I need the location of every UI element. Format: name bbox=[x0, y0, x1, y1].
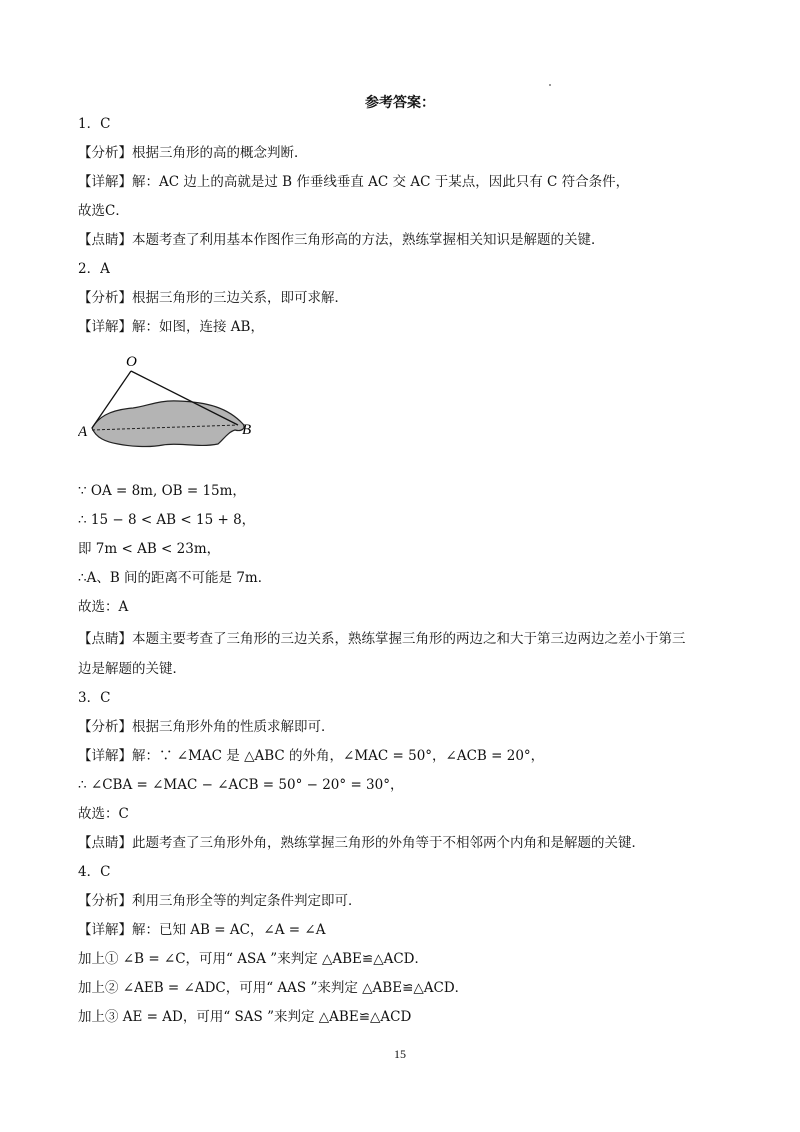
point-b-label: B bbox=[242, 422, 252, 438]
answer-1-analysis: 【分析】根据三角形的高的概念判断． bbox=[78, 145, 308, 161]
answer-4-analysis: 【分析】利用三角形全等的判定条件判定即可． bbox=[78, 893, 362, 909]
answer-1-comment: 【点睛】本题考查了利用基本作图作三角形高的方法，熟练掌握相关知识是解题的关键． bbox=[78, 232, 605, 248]
answer-2-comment-cont: 边是解题的关键． bbox=[78, 661, 186, 677]
answer-4-number: 4．C bbox=[78, 864, 111, 880]
answer-2-number: 2．A bbox=[78, 261, 110, 277]
answer-1-detail: 【详解】解：AC 边上的高就是过 B 作垂线垂直 AC 交 AC 于某点，因此只有 C 符合条件， bbox=[78, 174, 630, 190]
pond-shape bbox=[92, 401, 244, 447]
answer-4-case-2: 加上② ∠AEB = ∠ADC，可用“ AAS ”来判定 △ABE≌△ACD． bbox=[78, 980, 469, 996]
answer-3-detail: 【详解】解：∵ ∠MAC 是 △ABC 的外角，∠MAC = 50°，∠ACB = 20°， bbox=[78, 748, 545, 764]
answer-3-calculation: ∴ ∠CBA = ∠MAC − ∠ACB = 50° − 20° = 30°， bbox=[78, 777, 404, 793]
answer-2-detail: 【详解】解：如图，连接 AB， bbox=[78, 319, 264, 335]
answer-3-choice: 故选：C bbox=[78, 806, 129, 822]
page-number: 15 bbox=[394, 1047, 406, 1061]
answer-2-comment: 【点睛】本题主要考查了三角形的三边关系，熟练掌握三角形的两边之和大于第三边两边之差小于第三 bbox=[78, 631, 686, 647]
answer-2-inequality: ∴ 15 − 8 < AB < 15 + 8， bbox=[78, 512, 256, 528]
answer-2-choice: 故选：A bbox=[78, 599, 129, 615]
answer-1-choice: 故选C． bbox=[78, 203, 129, 219]
answer-3-number: 3．C bbox=[78, 690, 111, 706]
answer-4-case-3: 加上③ AE = AD，可用“ SAS ”来判定 △ABE≌△ACD bbox=[78, 1009, 412, 1025]
answer-4-case-1: 加上① ∠B = ∠C，可用“ ASA ”来判定 △ABE≌△ACD． bbox=[78, 951, 428, 967]
answer-2-conclusion: ∴A、B 间的距离不可能是 7m． bbox=[78, 570, 272, 586]
answer-1-number: 1．C bbox=[78, 116, 111, 132]
point-o-label: O bbox=[126, 354, 137, 370]
answer-3-analysis: 【分析】根据三角形外角的性质求解即可． bbox=[78, 719, 335, 735]
answer-2-range: 即 7m < AB < 23m， bbox=[78, 541, 221, 557]
answer-2-analysis: 【分析】根据三角形的三边关系，即可求解． bbox=[78, 290, 348, 306]
answer-4-detail: 【详解】解：已知 AB = AC，∠A = ∠A bbox=[78, 922, 326, 938]
answer-3-comment: 【点睛】此题考查了三角形外角，熟练掌握三角形的外角等于不相邻两个内角和是解题的关键． bbox=[78, 835, 645, 851]
pond-figure bbox=[78, 348, 278, 448]
answer-2-given: ∵ OA = 8m, OB = 15m， bbox=[78, 483, 246, 499]
point-a-label: A bbox=[78, 424, 88, 440]
page-title: 参考答案： bbox=[365, 95, 435, 111]
scan-speck bbox=[549, 84, 551, 86]
